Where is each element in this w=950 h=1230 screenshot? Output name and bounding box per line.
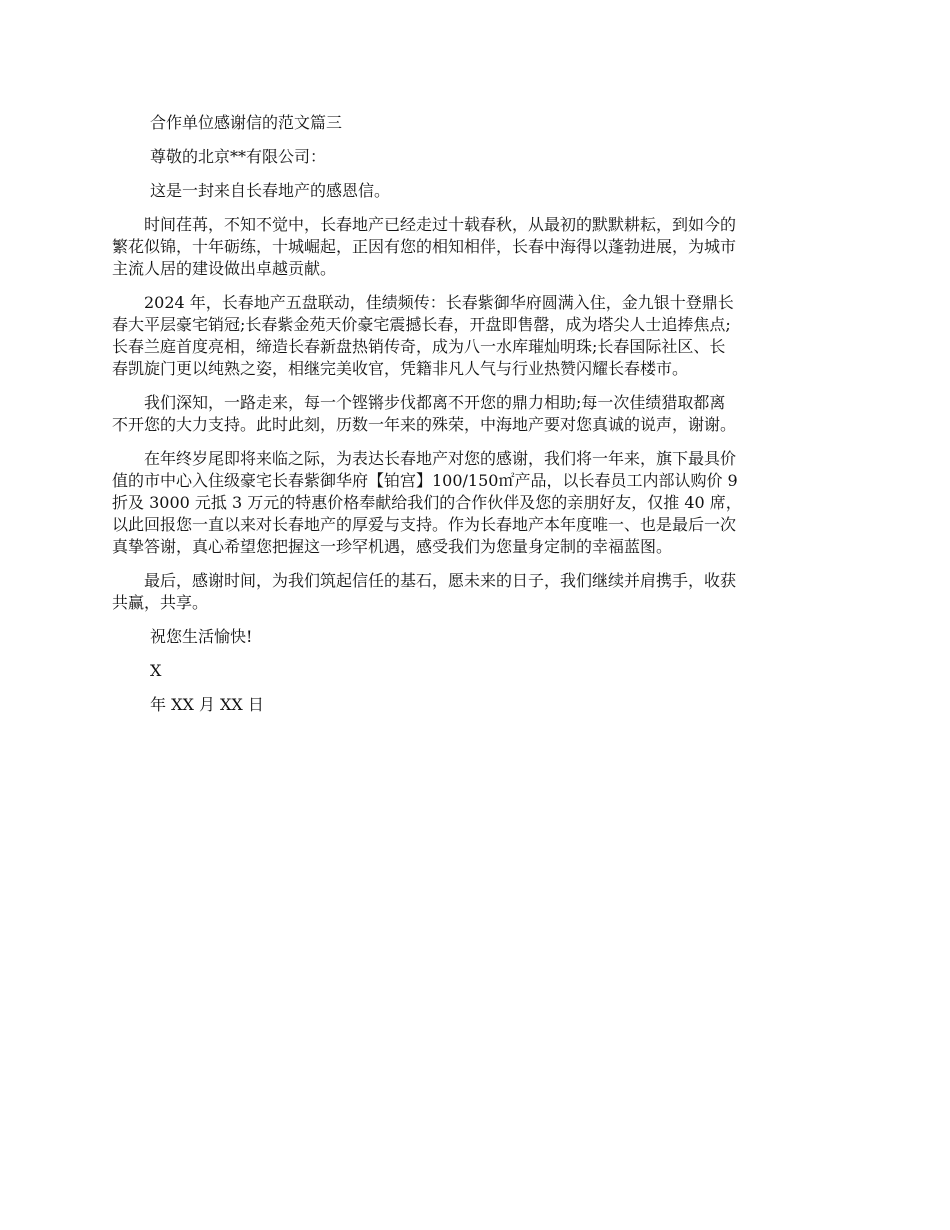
- letter-paragraph-3: [112, 392, 840, 436]
- paragraph-1-line-2: 繁花似锦，十年砺练，十城崛起，正因有您的相知相伴，长春中海得以蓬勃进展，为城市: [112, 237, 737, 256]
- paragraph-5-line-2: 共赢，共享。: [112, 593, 209, 612]
- paragraph-2-line-4: 春凯旋门更以纯熟之姿，相继完美收官，凭籍非凡人气与行业热赞闪耀长春楼市。: [112, 359, 689, 378]
- letter-signature: X: [150, 661, 162, 680]
- paragraph-1-line-1: 时间荏苒，不知不觉中，长春地产已经走过十载春秋，从最初的默默耕耘，到如今的: [144, 215, 737, 234]
- letter-page: [112, 112, 840, 728]
- letter-date: 年 XX 月 XX 日: [150, 695, 264, 714]
- paragraph-4-line-2: 值的市中心入住级豪宅长春紫御华府【铂宫】100/150㎡产品，以长春员工内部认购价 9: [112, 471, 738, 490]
- paragraph-5-line-1: 最后，感谢时间，为我们筑起信任的基石，愿未来的日子，我们继续并肩携手，收获: [144, 571, 737, 590]
- letter-paragraph-1: [112, 214, 840, 280]
- paragraph-2-line-3: 长春兰庭首度亮相，缔造长春新盘热销传奇，成为八一水库璀灿明珠;长春国际社区、长: [112, 337, 726, 356]
- letter-heading: 合作单位感谢信的范文篇三: [150, 113, 343, 132]
- paragraph-4-line-3: 折及 3000 元抵 3 万元的特惠价格奉献给我们的合作伙伴及您的亲朋好友，仅推 40 席，: [112, 493, 742, 512]
- letter-paragraph-2: [112, 292, 840, 380]
- paragraph-3-line-2: 不开您的大力支持。此时此刻，历数一年来的殊荣，中海地产要对您真诚的说声，谢谢。: [112, 415, 737, 434]
- paragraph-2-line-2: 春大平层豪宅销冠;长春紫金苑天价豪宅震撼长春，开盘即售罄，成为塔尖人士追捧焦点;: [112, 315, 731, 334]
- letter-paragraph-5: [112, 570, 840, 614]
- letter-paragraph-4: [112, 448, 840, 558]
- paragraph-3-line-1: 我们深知，一路走来，每一个铿锵步伐都离不开您的鼎力相助;每一次佳绩猎取都离: [144, 393, 726, 412]
- letter-intro: 这是一封来自长春地产的感恩信。: [150, 181, 391, 200]
- letter-salutation: 尊敬的北京**有限公司：: [150, 147, 327, 166]
- paragraph-2-line-1: 2024 年，长春地产五盘联动，佳绩频传：长春紫御华府圆满入住，金九银十登鼎长: [144, 293, 734, 312]
- paragraph-1-line-3: 主流人居的建设做出卓越贡献。: [112, 259, 337, 278]
- letter-closing: 祝您生活愉快!: [150, 627, 253, 646]
- paragraph-4-line-4: 以此回报您一直以来对长春地产的厚爱与支持。作为长春地产本年度唯一、也是最后一次: [112, 515, 737, 534]
- paragraph-4-line-1: 在年终岁尾即将来临之际，为表达长春地产对您的感谢，我们将一年来，旗下最具价: [144, 449, 737, 468]
- paragraph-4-line-5: 真挚答谢，真心希望您把握这一珍罕机遇，感受我们为您量身定制的幸福蓝图。: [112, 537, 673, 556]
